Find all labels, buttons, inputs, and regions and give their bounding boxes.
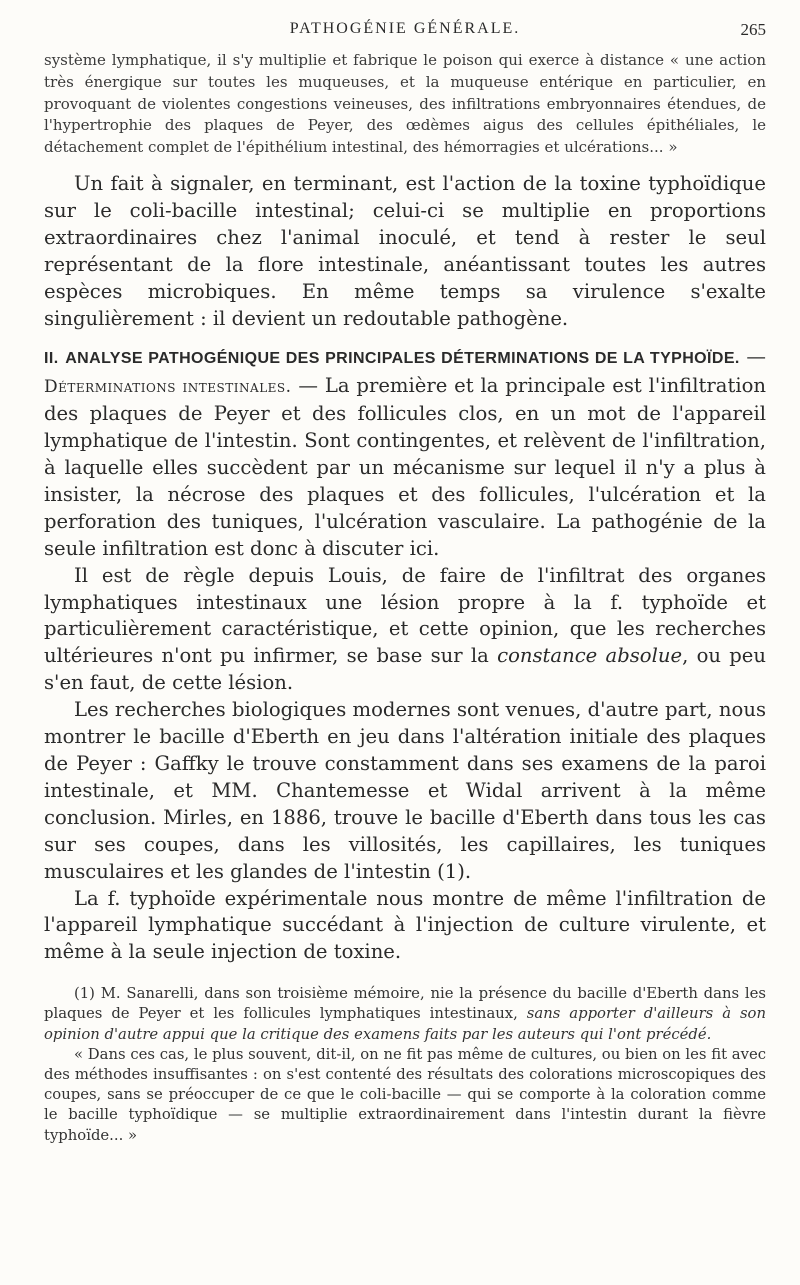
section-dash-2: — (298, 374, 318, 398)
footnote-emphasis: sans apporter d'ailleurs à son opinion d'autre appui que la critique des examens faits par les auteurs qui l'ont précédé. (44, 1005, 766, 1043)
paragraph-louis-text-end: , ou peu s'en faut, de cette lésion. (44, 644, 766, 695)
section-subheading: Déterminations intestinales. (44, 377, 292, 398)
section-title: ANALYSE PATHOGÉNIQUE DES PRINCIPALES DÉTERMINATIONS DE LA TYPHOÏDE. (65, 350, 740, 368)
footnote-text: M. Sanarelli, dans son troisième mémoire, nie la présence du bacille d'Eberth dans les plaques de Peyer et les follicules lymphatiques intestinaux, (44, 985, 766, 1023)
quote-continuation: système lymphatique, il s'y multiplie et fabrique le poison qui exerce à distance « une action très énergique sur toutes les muqueuses, et la muqueuse entérique en particulier, en provoquant de violentes congestions veineuses, des infiltrations embryonnaires étendues, de l'hypertrophie des plaques de Peyer, des œdèmes aigus des cellules épithéliales, le détachement complet de l'épithélium intestinal, des hémorragies et ulcérations... » (44, 51, 766, 157)
section-number: II. (44, 350, 59, 368)
footnote-quote: « Dans ces cas, le plus souvent, dit-il, on ne fit pas même de cultures, ou bien on les fit avec des méthodes insuffisantes : on s'est contenté des résultats des colorations microscopiques des coupes, sans se préoccuper de ce que le coli-bacille — qui se comporte à la coloration comme le bacille typhoïdique — se multiplie extraordinairement dans l'intestin durant la fièvre typhoïde... » (44, 1045, 766, 1144)
paragraph-biology: Les recherches biologiques modernes sont venues, d'autre part, nous montrer le bacille d'Eberth en jeu dans l'altération initiale des plaques de Peyer : Gaffky le trouve constamment dans ses examens de la paroi intestinale, et MM. Chantemesse et Widal arrivent à la même conclusion. Mirles, en 1886, trouve le bacille d'Eberth dans tous les cas sur ses coupes, dans les villosités, les capillaires, les tuniques musculaires et les glandes de l'intestin (1). (44, 698, 766, 883)
page-number: 265 (740, 20, 766, 39)
paragraph-louis-text: Il est de règle depuis Louis, de faire de l'infiltrat des organes lymphatiques intestinaux une lésion propre à la f. typhoïde et particulièrement caractéristique, et cette opinion, que les recherches ultérieures n'ont pu infirmer, se base sur la (44, 563, 766, 668)
paragraph-louis-emphasis: constance absolue (497, 644, 683, 668)
running-title: PATHOGÉNIE GÉNÉRALE. (289, 20, 521, 37)
page (44, 18, 766, 1146)
paragraph-toxin-coli: Un fait à signaler, en terminant, est l'action de la toxine typhoïdique sur le coli-bacille intestinal; celui-ci se multiplie en proportions extraordinaires chez l'animal inoculé, et tend à rester le seul représentant de la flore intestinale, anéantissant toutes les autres espèces microbiques. En même temps sa virulence s'exalte singulièrement : il devient un redoutable pathogène. (44, 171, 766, 330)
running-head (44, 18, 766, 44)
footnote (44, 984, 766, 1146)
footnote-marker: (1) (74, 985, 95, 1003)
paragraph-louis (44, 563, 766, 698)
footnote-main (44, 984, 766, 1045)
section-paragraph (44, 344, 766, 562)
section-text: La première et la principale est l'infiltration des plaques de Peyer et des follicules clos, en un mot de l'appareil lymphatique de l'intestin. Sont contingentes, et relèvent de l'infiltration, à laquelle elles succèdent par un mécanisme sur lequel il n'y a plus à insister, la nécrose des plaques et des follicules, l'ulcération et la perforation des tuniques, l'ulcération vasculaire. La pathogénie de la seule infiltration est donc à discuter ici. (44, 374, 766, 560)
section-dash: — (746, 345, 766, 369)
paragraph-experimental: La f. typhoïde expérimentale nous montre de même l'infiltration de l'appareil lymphatique succédant à l'injection de culture virulente, et même à la seule injection de toxine. (44, 886, 766, 964)
